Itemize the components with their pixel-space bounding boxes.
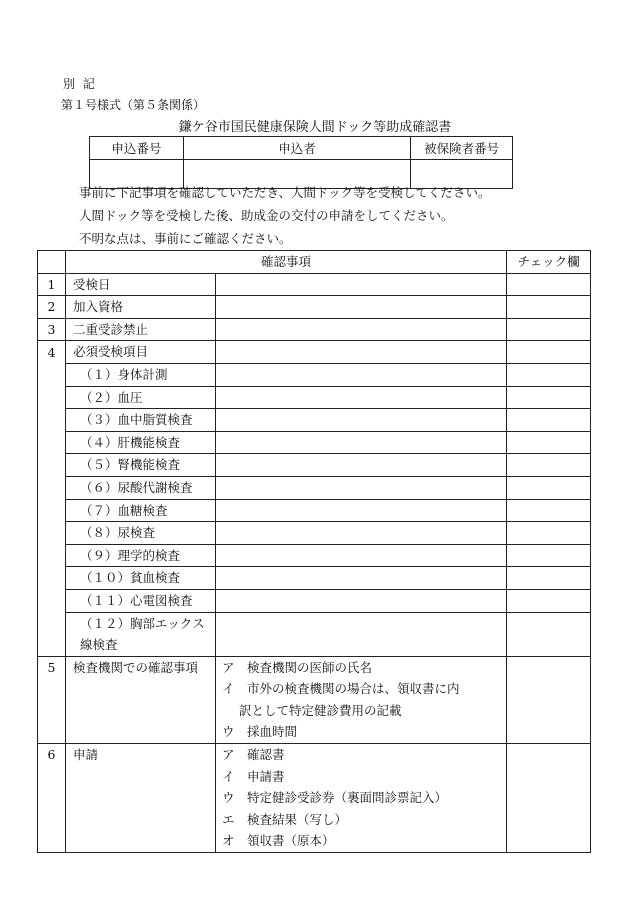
row-number-blank: [38, 544, 66, 567]
row-number-blank: [38, 454, 66, 477]
required-item: （５）腎機能検査: [66, 454, 216, 477]
table-row: [38, 476, 591, 499]
check-cell[interactable]: [507, 612, 591, 656]
check-cell[interactable]: [507, 499, 591, 522]
detail-line: イ 申請書: [222, 768, 285, 784]
row-number: 2: [38, 296, 66, 319]
required-item: （１２）胸部エックス線検査: [66, 612, 216, 656]
check-cell[interactable]: [507, 522, 591, 545]
item-detail: [216, 296, 507, 319]
confirmation-items-header: 確認事項: [66, 251, 507, 274]
table-row: [38, 296, 591, 319]
detail-line: ア 確認書: [222, 747, 285, 763]
table-row: [38, 273, 591, 296]
check-cell[interactable]: [507, 567, 591, 590]
row-number-blank: [38, 363, 66, 386]
item-label: 検査機関での確認事項: [66, 656, 216, 743]
detail-line: ウ 採血時間: [222, 724, 298, 740]
instruction-line: 事前に下記事項を確認していただき、人間ドック等を受検してください。: [79, 185, 491, 200]
item-label: 加入資格: [66, 296, 216, 319]
row-number: 5: [38, 656, 66, 743]
table-row: [38, 431, 591, 454]
check-cell[interactable]: [507, 409, 591, 432]
table-row: [38, 612, 591, 656]
check-cell[interactable]: [507, 589, 591, 612]
row-number-blank: [38, 431, 66, 454]
item-detail: [216, 341, 507, 364]
row-number-blank: [38, 409, 66, 432]
item-detail: [216, 499, 507, 522]
required-item: （２）血圧: [66, 386, 216, 409]
row-number: 1: [38, 273, 66, 296]
application-number-header: 申込番号: [90, 137, 184, 160]
item-label: 受検日: [66, 273, 216, 296]
table-row: [38, 318, 591, 341]
item-label: 申請: [66, 744, 216, 853]
item-detail: [216, 386, 507, 409]
row-number: 6: [38, 744, 66, 853]
required-item: （４）肝機能検査: [66, 431, 216, 454]
header-blank: [38, 251, 66, 274]
row-number-blank: [38, 567, 66, 590]
annex-label: 別 記: [63, 77, 97, 91]
item-label: 二重受診禁止: [66, 318, 216, 341]
institution-details: [216, 656, 507, 743]
application-documents: [216, 744, 507, 853]
check-cell[interactable]: [507, 341, 591, 364]
check-cell[interactable]: [507, 386, 591, 409]
table-row: [38, 589, 591, 612]
table-row: [38, 567, 591, 590]
instruction-line: 不明な点は、事前にご確認ください。: [79, 231, 292, 246]
required-item: （１１）心電図検査: [66, 589, 216, 612]
item-detail: [216, 273, 507, 296]
check-cell[interactable]: [507, 656, 591, 743]
check-cell[interactable]: [507, 318, 591, 341]
item-detail: [216, 454, 507, 477]
row-number-blank: [38, 522, 66, 545]
check-cell[interactable]: [507, 363, 591, 386]
table-row: [38, 522, 591, 545]
table-row: [38, 454, 591, 477]
table-row: [38, 341, 591, 364]
row-number-blank: [38, 589, 66, 612]
item-detail: [216, 476, 507, 499]
document-title: 鎌ケ谷市国民健康保険人間ドック等助成確認書: [178, 120, 452, 135]
check-cell[interactable]: [507, 454, 591, 477]
item-detail: [216, 409, 507, 432]
item-detail: [216, 612, 507, 656]
item-detail: [216, 589, 507, 612]
item-detail: [216, 363, 507, 386]
detail-line: 訳として特定健診費用の記載: [239, 702, 402, 718]
confirmation-table: [37, 250, 591, 853]
item-detail: [216, 544, 507, 567]
required-item: （６）尿酸代謝検査: [66, 476, 216, 499]
detail-line: エ 検査結果（写し）: [222, 811, 348, 827]
detail-line: ア 検査機関の医師の氏名: [222, 659, 373, 675]
check-cell[interactable]: [507, 476, 591, 499]
detail-line: オ 領収書（原本）: [222, 833, 335, 849]
detail-line: イ 市外の検査機関の場合は、領収書に内: [222, 681, 460, 697]
detail-line: ウ 特定健診受診券（裏面問診票記入）: [222, 790, 448, 806]
table-row: [38, 656, 591, 743]
table-row: [38, 744, 591, 853]
item-detail: [216, 318, 507, 341]
application-info-table: [89, 136, 513, 189]
row-number-blank: [38, 386, 66, 409]
item-detail: [216, 567, 507, 590]
row-number-blank: [38, 612, 66, 656]
check-cell[interactable]: [507, 744, 591, 853]
required-item: （７）血糖検査: [66, 499, 216, 522]
required-item: （１０）貧血検査: [66, 567, 216, 590]
required-item: （１）身体計測: [66, 363, 216, 386]
insured-number-header: 被保険者番号: [411, 137, 513, 160]
row-number: 3: [38, 318, 66, 341]
required-item: （８）尿検査: [66, 522, 216, 545]
check-cell[interactable]: [507, 273, 591, 296]
applicant-header: 申込者: [183, 137, 410, 160]
check-cell[interactable]: [507, 431, 591, 454]
check-column-header: チェック欄: [507, 251, 591, 274]
table-row: [38, 363, 591, 386]
row-number: 4: [38, 341, 66, 364]
table-row: [38, 544, 591, 567]
item-label: 必須受検項目: [66, 341, 216, 364]
item-detail: [216, 431, 507, 454]
check-cell[interactable]: [507, 296, 591, 319]
required-item: （９）理学的検査: [66, 544, 216, 567]
row-number-blank: [38, 499, 66, 522]
form-number: 第１号様式（第５条関係）: [61, 98, 206, 112]
table-row: [38, 499, 591, 522]
required-item: （３）血中脂質検査: [66, 409, 216, 432]
check-cell[interactable]: [507, 544, 591, 567]
item-detail: [216, 522, 507, 545]
table-row: [38, 386, 591, 409]
table-row: [38, 409, 591, 432]
row-number-blank: [38, 476, 66, 499]
instruction-line: 人間ドック等を受検した後、助成金の交付の申請をしてください。: [79, 208, 454, 223]
